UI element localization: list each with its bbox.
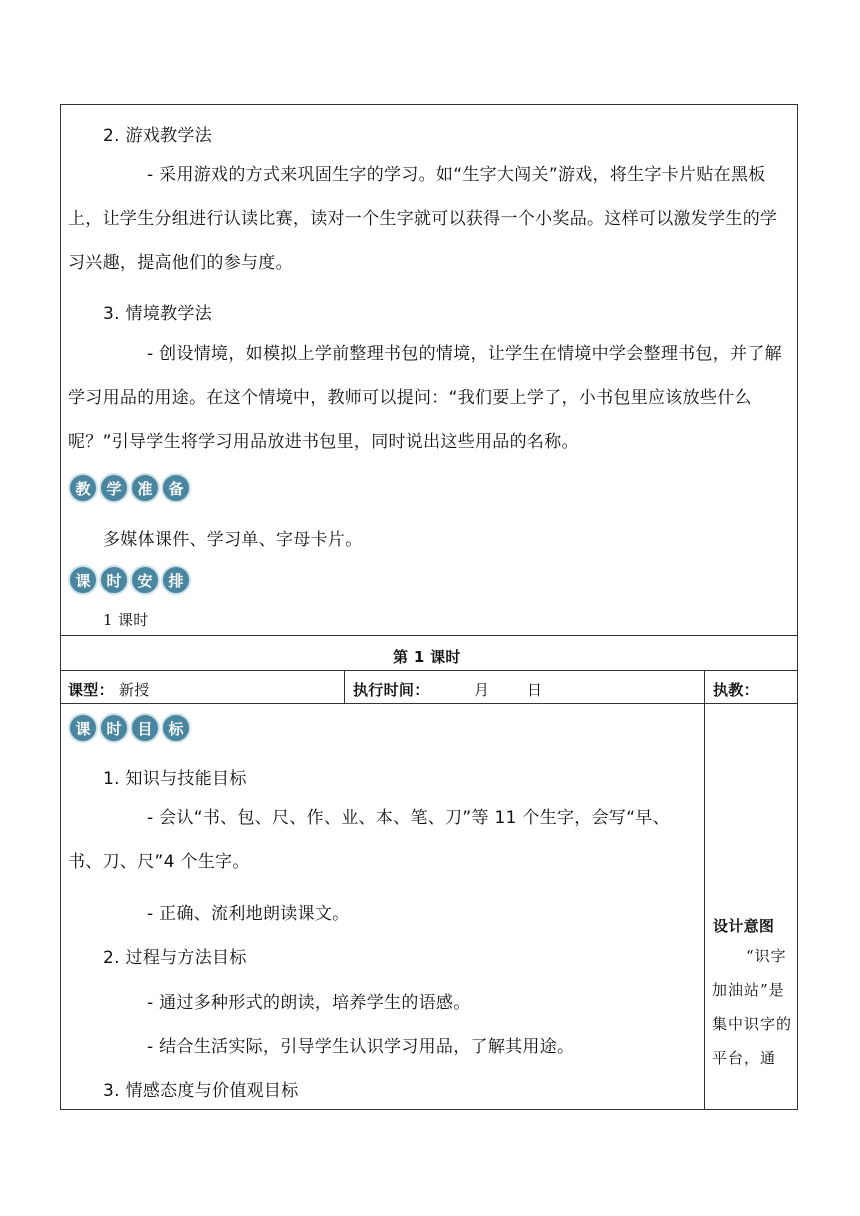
method-3-title: 3. 情境教学法: [103, 304, 213, 324]
goal-3-title: 3. 情感态度与价值观目标: [103, 1081, 299, 1101]
method-2-text: - 采用游戏的方式来巩固生字的学习。如“生字大闯关”游戏，将生字卡片贴在黑板上，让学生分组进行认读比赛，读对一个生字就可以获得一个小奖品。这样可以激发学生的学习兴趣，提高他们的参与度。: [68, 165, 778, 273]
goal-1-title: 1. 知识与技能目标: [103, 769, 247, 789]
execution-day: 日: [527, 681, 543, 699]
lesson-header: 第 1 课时: [393, 648, 461, 666]
goal-1-item-1: [68, 796, 698, 884]
divider: [61, 635, 797, 636]
goals-heading-badge: [68, 713, 192, 743]
goal-2-title: 2. 过程与方法目标: [103, 948, 247, 968]
teacher-label: 执教：: [713, 681, 759, 699]
design-intent-text: “识字加油站”是集中识字的平台，通: [712, 947, 793, 1067]
schedule-text: 1 课时: [103, 611, 149, 629]
badge-char: 备: [161, 473, 191, 503]
divider: [61, 703, 797, 704]
badge-char: 教: [68, 473, 98, 503]
badge-char: 课: [68, 565, 98, 595]
badge-char: 安: [130, 565, 160, 595]
badge-char: 学: [99, 473, 129, 503]
design-intent-title: 设计意图: [713, 917, 775, 935]
method-3-text: - 创设情境，如模拟上学前整理书包的情境，让学生在情境中学会整理书包，并了解学习用品的用途。在这个情境中，教师可以提问：“我们要上学了，小书包里应该放些什么呢？”引导学生将学习用品放进书包里，同时说出这些用品的名称。: [68, 344, 782, 452]
badge-char: 标: [161, 713, 191, 743]
lesson-type-value: 新授: [119, 681, 150, 699]
method-2-body: [68, 153, 794, 285]
lesson-plan-table: [60, 104, 798, 1110]
method-2-title: 2. 游戏教学法: [103, 126, 213, 146]
prep-heading-badge: [68, 473, 192, 503]
badge-char: 时: [99, 713, 129, 743]
methods-section: [61, 105, 797, 636]
execution-time-label: 执行时间：: [353, 681, 430, 699]
badge-char: 目: [130, 713, 160, 743]
execution-month: 月: [474, 681, 490, 699]
method-3-body: [68, 332, 794, 464]
goal-2-item-1: - 通过多种形式的朗读，培养学生的语感。: [147, 993, 471, 1013]
badge-char: 排: [161, 565, 191, 595]
schedule-heading-badge: [68, 565, 192, 595]
goal-2-item-2: - 结合生活实际，引导学生认识学习用品，了解其用途。: [147, 1037, 575, 1057]
divider: [704, 670, 705, 1110]
lesson-type-label: 课型：: [68, 681, 114, 699]
goal-1-item-2: - 正确、流利地朗读课文。: [147, 904, 350, 924]
badge-char: 课: [68, 713, 98, 743]
badge-char: 准: [130, 473, 160, 503]
badge-char: 时: [99, 565, 129, 595]
goal-1-item-1-text: - 会认“书、包、尺、作、业、本、笔、刀”等 11 个生字，会写“早、书、刀、尺”4 个生字。: [68, 808, 670, 872]
prep-text: 多媒体课件、学习单、字母卡片。: [103, 530, 363, 550]
divider: [344, 670, 345, 704]
divider: [61, 670, 797, 671]
